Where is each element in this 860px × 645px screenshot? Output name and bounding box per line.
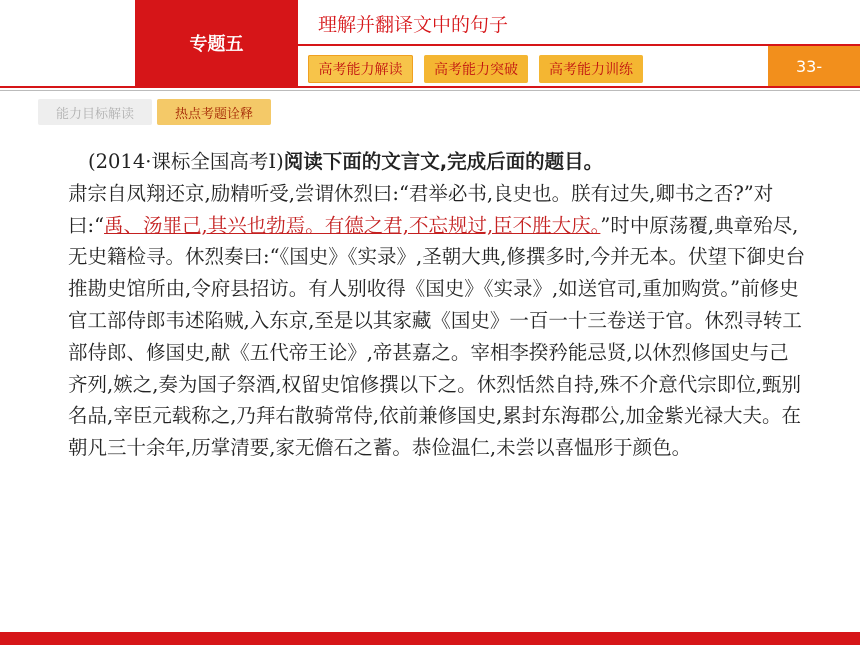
passage-instruction: 阅读下面的文言文,完成后面的题目。 xyxy=(283,150,604,173)
passage-text-after: ”时中原荡覆,典章殆尽,无史籍检寻。休烈奏曰:“《国史》《实录》,圣朝大典,修撰多时,今并无本。伏望下御史台推勘史馆所由,令府县招访。有人别收得《国史》《实录》,如送官司,重加购赏。”前修史官工部侍郎韦述陷贼,入东京,至是以其家藏《国史》一百一十三卷送于官。休烈寻转工部侍郎、修国史,献《五代帝王论》,帝甚嘉之。宰相李揆矜能忌贤,以休烈修国史与己齐列,嫉之,奏为国子祭酒,权留史馆修撰以下之。休烈恬然自持,殊不介意代宗即位,甄别名品,宰臣元载称之,乃拜右散骑常侍,依前兼修国史,累封东海郡公,加金紫光禄大夫。在朝凡三十余年,历掌清要,家无儋石之蓄。恭俭温仁,未尝以喜愠形于颜色。 xyxy=(68,213,806,460)
header-divider-thin xyxy=(0,90,860,91)
header-divider xyxy=(0,86,860,88)
subtab-hot-question[interactable]: 热点考题诠释 xyxy=(157,99,271,125)
passage xyxy=(68,146,808,464)
passage-body xyxy=(68,178,808,464)
page-number: 33- xyxy=(768,46,860,86)
passage-text-before: 肃宗自凤翔还京,励精听受,尝谓休烈曰:“君举必书,良史也。朕有过失,卿书之否?”对曰:“ xyxy=(68,181,774,237)
passage-intro xyxy=(68,146,808,178)
subtab-goal-interpretation[interactable]: 能力目标解读 xyxy=(38,99,152,125)
header-blank xyxy=(0,0,135,86)
footer-bar xyxy=(0,632,860,645)
passage-source: (2014·课标全国高考Ⅰ) xyxy=(88,150,284,173)
tab-ability-interpretation[interactable]: 高考能力解读 xyxy=(308,55,413,83)
page-title: 理解并翻译文中的句子 xyxy=(318,14,509,36)
tab-ability-breakthrough[interactable]: 高考能力突破 xyxy=(424,55,528,83)
highlighted-sentence: 禹、汤罪己,其兴也勃焉。有德之君,不忘规过,臣不胜大庆。 xyxy=(104,213,601,237)
tab-ability-training[interactable]: 高考能力训练 xyxy=(539,55,643,83)
subject-label: 专题五 xyxy=(135,0,298,86)
